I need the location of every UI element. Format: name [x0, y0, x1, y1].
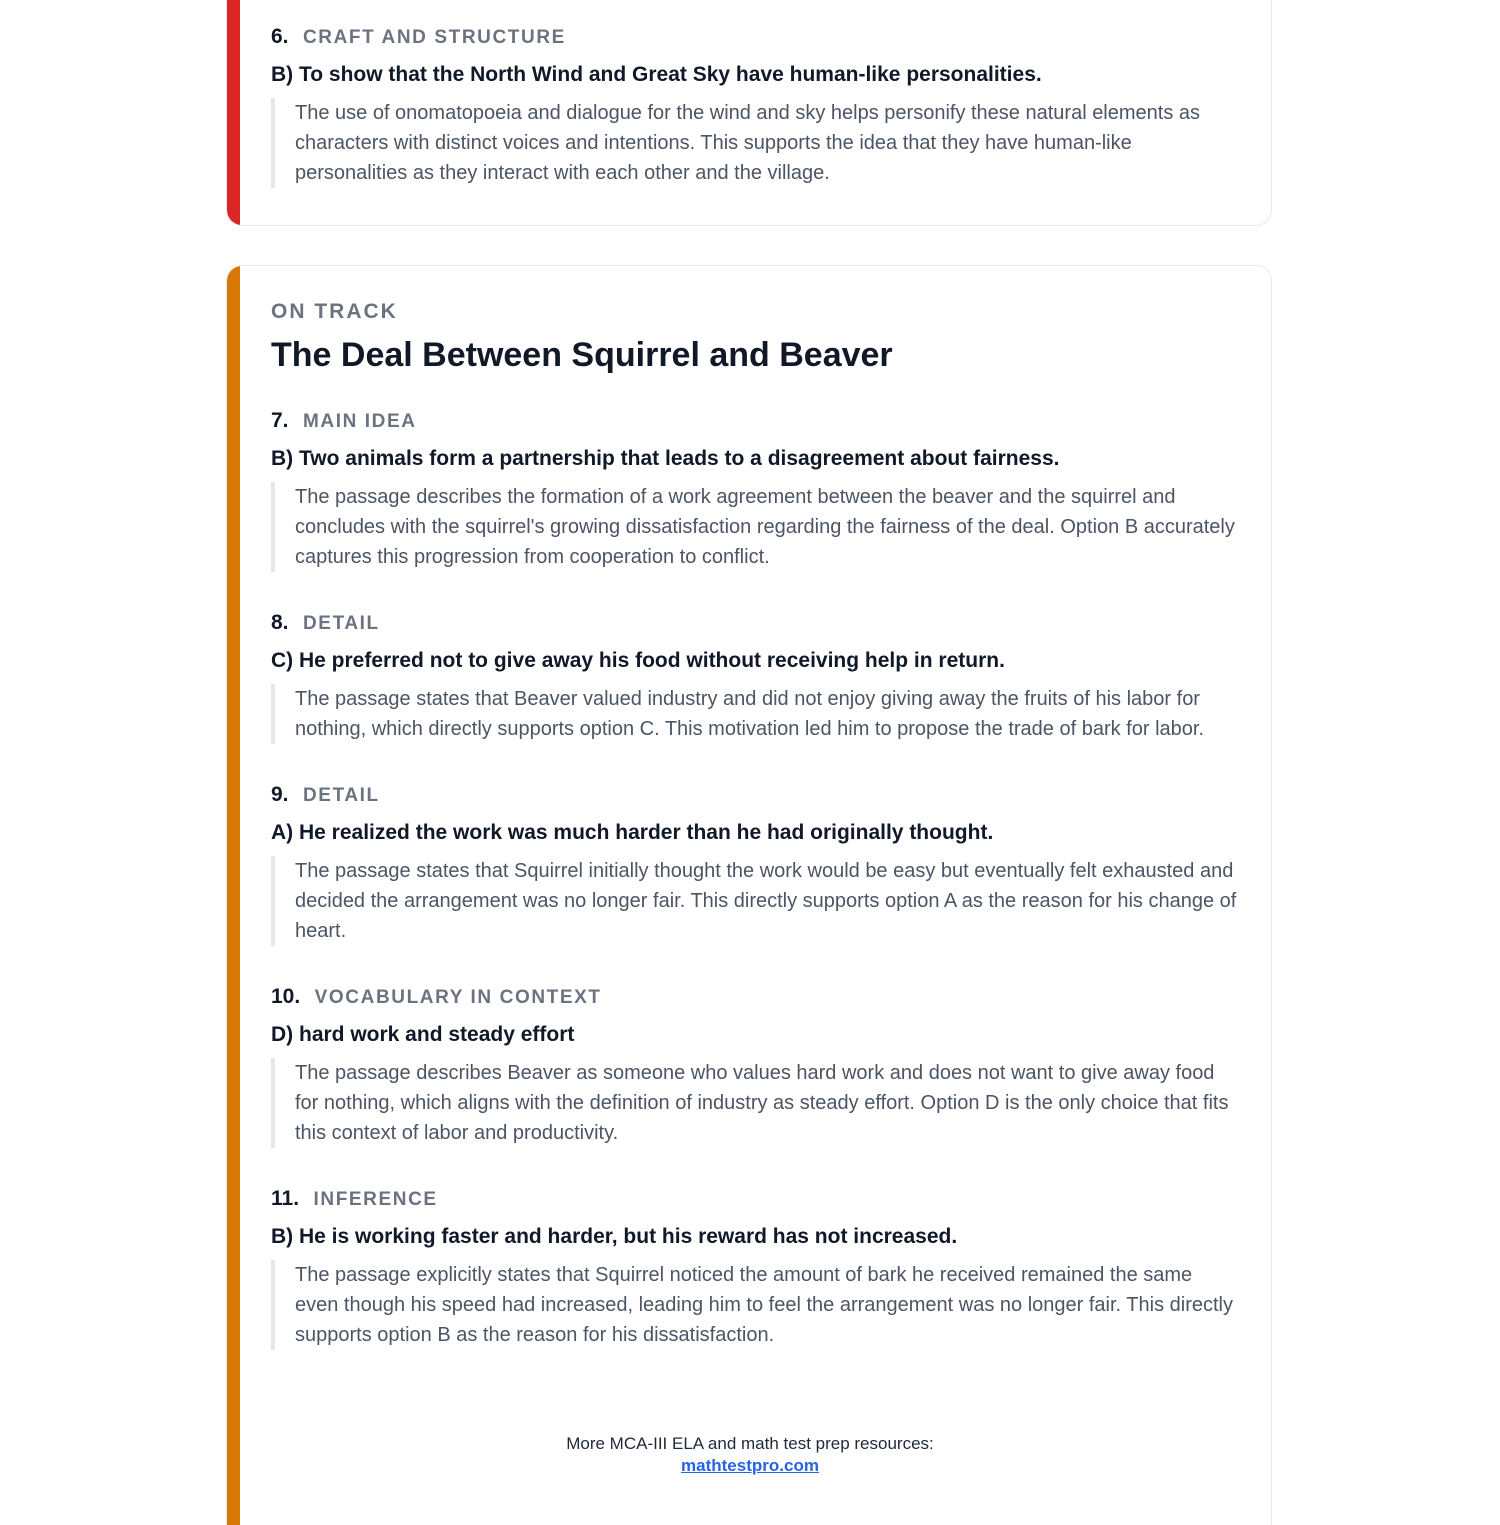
question-item — [271, 778, 1241, 946]
question-number: 8. — [271, 611, 289, 634]
question-item — [271, 606, 1241, 744]
question-item — [271, 404, 1241, 572]
card-accent-bar — [227, 266, 240, 1525]
answer-explanation: The passage states that Beaver valued industry and did not enjoy giving away the fruits of his labor for nothing, which directly supports option C. This motivation led him to propose the trade of bark for labor. — [271, 684, 1241, 744]
question-header — [271, 980, 1241, 1014]
correct-answer: B) Two animals form a partnership that leads to a disagreement about fairness. — [271, 447, 1060, 470]
answer-explanation: The passage states that Squirrel initially thought the work would be easy but eventually felt exhausted and decided the arrangement was no longer fair. This directly supports option A as the reason for his change of heart. — [271, 856, 1241, 946]
correct-answer: C) He preferred not to give away his food without receiving help in return. — [271, 649, 1005, 672]
question-item — [271, 1182, 1241, 1350]
correct-answer: D) hard work and steady effort — [271, 1023, 575, 1046]
status-label: ON TRACK — [271, 300, 398, 323]
question-category: MAIN IDEA — [302, 411, 417, 432]
question-category: VOCABULARY IN CONTEXT — [314, 987, 602, 1008]
question-item — [271, 20, 1241, 188]
correct-answer: B) He is working faster and harder, but his reward has not increased. — [271, 1225, 958, 1248]
question-item — [271, 980, 1241, 1148]
results-card-on-track — [226, 265, 1272, 1525]
question-number: 7. — [271, 409, 289, 432]
card-content — [271, 296, 1241, 1384]
question-header — [271, 606, 1241, 640]
card-accent-bar — [227, 0, 240, 225]
passage-title: The Deal Between Squirrel and Beaver — [271, 336, 893, 374]
card-content — [271, 20, 1241, 222]
footer-text: More MCA-III ELA and math test prep resources: — [566, 1434, 934, 1453]
results-card-previous — [226, 0, 1272, 226]
answer-explanation: The use of onomatopoeia and dialogue for the wind and sky helps personify these natural elements as characters with distinct voices and intentions. This supports the idea that they have human-like personalities as they interact with each other and the village. — [271, 98, 1241, 188]
footer-link[interactable]: mathtestpro.com — [681, 1456, 819, 1475]
answer-explanation: The passage explicitly states that Squirrel noticed the amount of bark he received remained the same even though his speed had increased, leading him to feel the arrangement was no longer fair. This directly supports option B as the reason for his dissatisfaction. — [271, 1260, 1241, 1350]
page-footer — [0, 1433, 1500, 1477]
question-category: INFERENCE — [313, 1189, 438, 1210]
question-number: 6. — [271, 25, 289, 48]
question-number: 11. — [271, 1187, 300, 1210]
question-number: 9. — [271, 783, 289, 806]
correct-answer: A) He realized the work was much harder than he had originally thought. — [271, 821, 994, 844]
question-category: DETAIL — [302, 613, 380, 634]
correct-answer: B) To show that the North Wind and Great Sky have human-like personalities. — [271, 63, 1042, 86]
answer-explanation: The passage describes Beaver as someone who values hard work and does not want to give away food for nothing, which aligns with the definition of industry as steady effort. Option D is the only choice that fits this context of labor and productivity. — [271, 1058, 1241, 1148]
question-header — [271, 20, 1241, 54]
question-header — [271, 778, 1241, 812]
question-category: DETAIL — [302, 785, 380, 806]
answer-explanation: The passage describes the formation of a work agreement between the beaver and the squirrel and concludes with the squirrel's growing dissatisfaction regarding the fairness of the deal. Option B accurately captures this progression from cooperation to conflict. — [271, 482, 1241, 572]
question-header — [271, 404, 1241, 438]
question-category: CRAFT AND STRUCTURE — [302, 27, 566, 48]
question-number: 10. — [271, 985, 301, 1008]
question-header — [271, 1182, 1241, 1216]
